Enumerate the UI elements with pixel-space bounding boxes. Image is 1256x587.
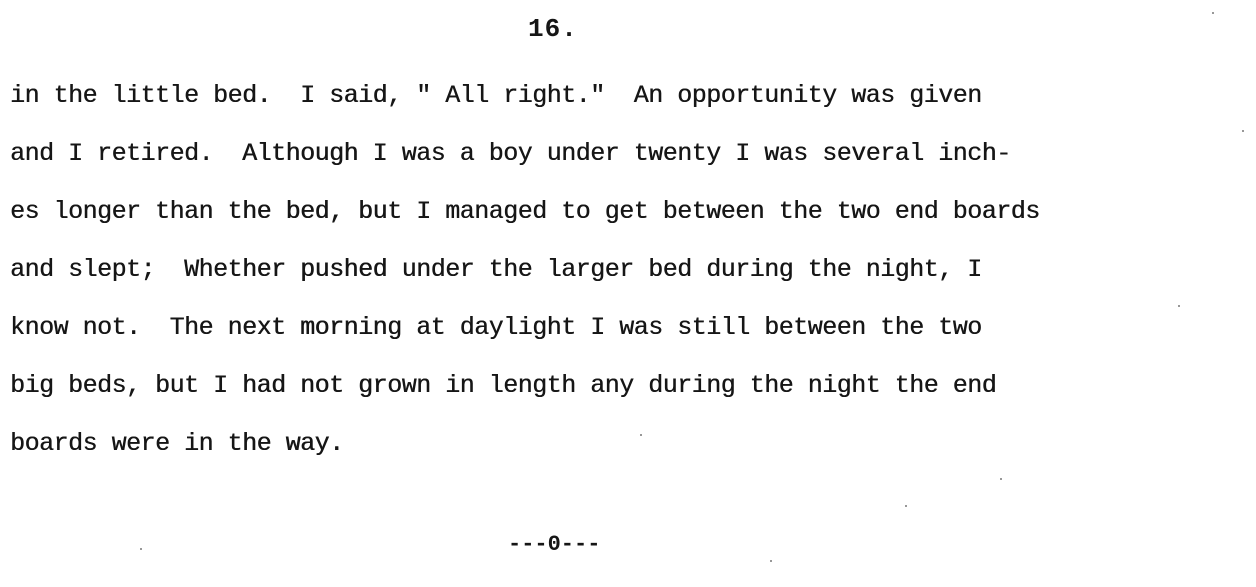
scan-speck xyxy=(1178,305,1180,307)
page-number: 16. xyxy=(528,14,578,44)
scan-speck xyxy=(1000,478,1002,480)
text-line: and I retired. Although I was a boy under twenty I was several inch- xyxy=(10,139,1011,168)
body-text xyxy=(10,73,1250,479)
scan-speck xyxy=(1242,130,1244,132)
text-line: boards were in the way. xyxy=(10,429,344,458)
text-line: es longer than the bed, but I managed to get between the two end boards xyxy=(10,197,1040,226)
text-line: in the little bed. I said, " All right." An opportunity was given xyxy=(10,81,982,110)
scan-speck xyxy=(770,560,772,562)
text-line: and slept; Whether pushed under the larger bed during the night, I xyxy=(10,255,982,284)
text-line: big beds, but I had not grown in length any during the night the end xyxy=(10,371,997,400)
end-separator: ---0--- xyxy=(508,532,601,557)
scan-speck xyxy=(1212,12,1214,14)
scan-speck xyxy=(640,434,642,436)
scan-speck xyxy=(905,505,907,507)
scan-speck xyxy=(140,548,142,550)
text-line: know not. The next morning at daylight I was still between the two xyxy=(10,313,982,342)
